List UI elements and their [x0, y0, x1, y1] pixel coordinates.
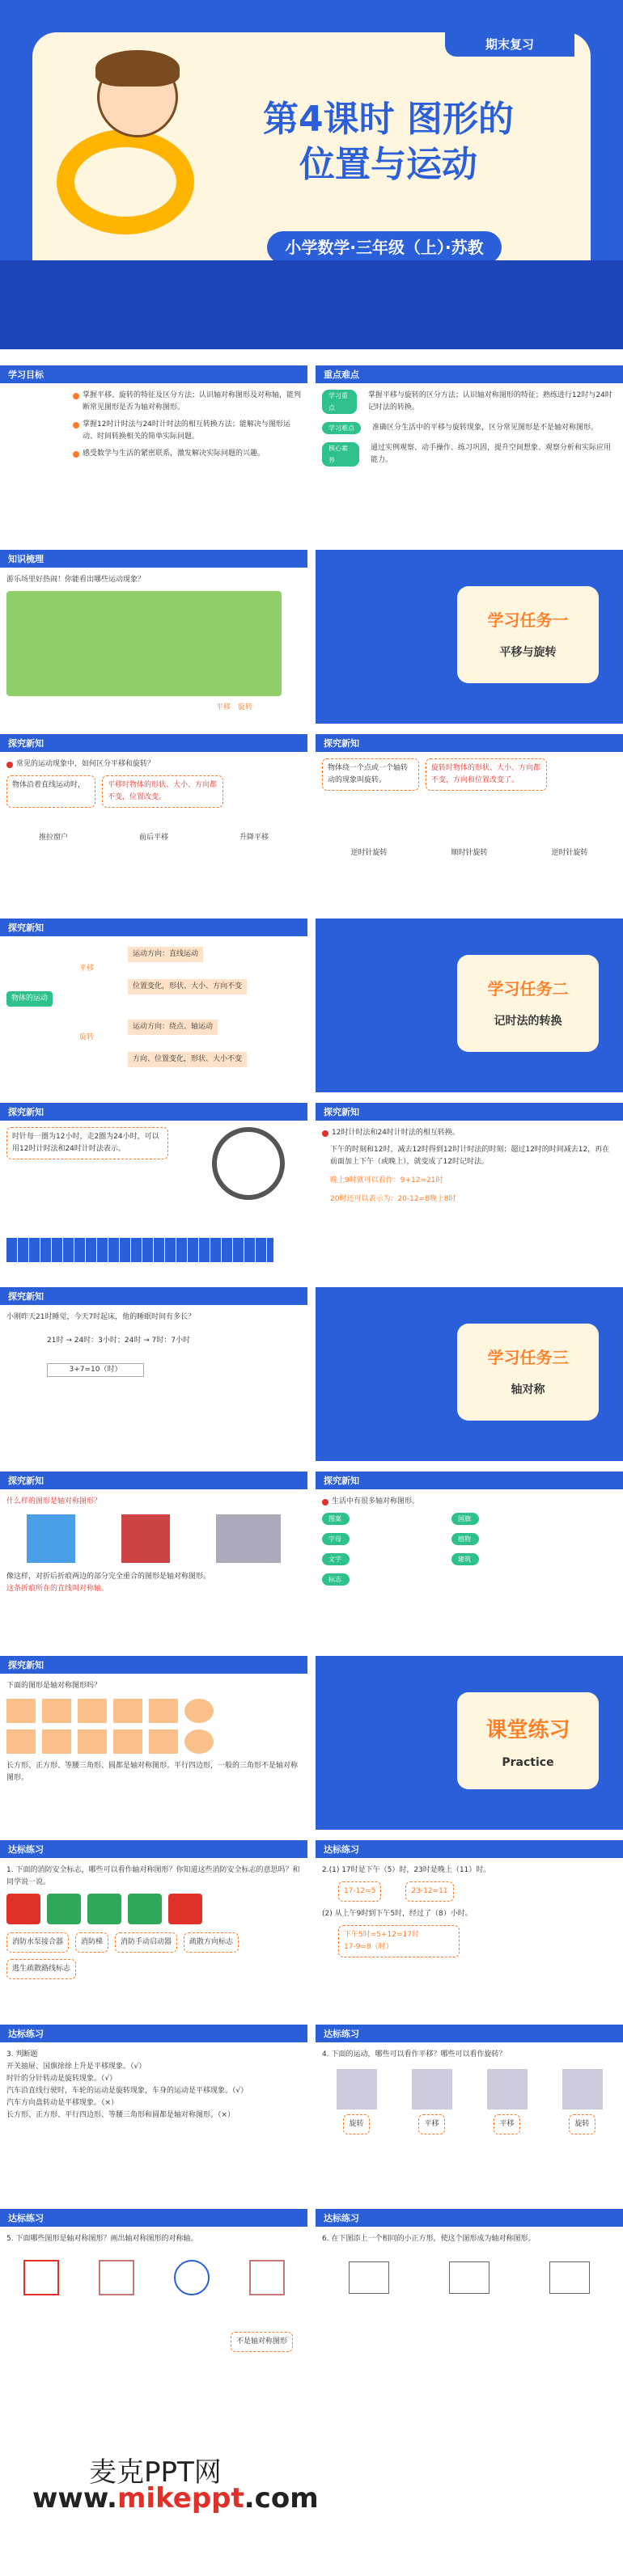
slide-motion-summary: 探究新知 物体的运动 平移 旋转 运动方向：直线运动 位置变化，形状、大小、方向不变 运动方向：绕点、轴运动 方向、位置变化，形状、大小不变 — [0, 918, 307, 1092]
slide-key-points: 重点难点 学习重点 掌握平移与旋转的区分方法；认识轴对称图形的特征；熟练进行12时与24时记时法的转换。 学习难点 准确区分生活中的平移与旋转现象，区分常见图形是不是轴对称图形。 核心素养 通过实例观察、动手操作、练习巩固，提升空间想象、观察分析和实际应用能力。 — [316, 365, 623, 539]
cover-tag: 期末复习 — [445, 32, 574, 57]
cover-subtitle: 小学数学·三年级（上）·苏教 — [267, 231, 502, 264]
slide-exercise-2: 达标练习 2.(1) 17时是下午（5）时，23时是晚上（11）时。 17-12=5 23-12=11 (2) 从上午9时到下午5时，经过了（8）小时。 下午5时=5+12=17时 17-9=8（时） — [316, 1840, 623, 2014]
slide-exercise-4: 达标练习 4. 下面的运动，哪些可以看作平移？哪些可以看作旋转？ 旋转 平移 平移 旋转 — [316, 2025, 623, 2198]
footer-brand: 麦克PPT网 — [89, 2456, 222, 2489]
seabed-decoration — [0, 260, 623, 349]
slide-axis-symmetry: 探究新知 什么样的图形是轴对称图形？ 像这样，对折后折痕两边的部分完全重合的图形是轴对称图形。 这条折痕所在的直线叫对称轴。 — [0, 1472, 307, 1645]
slide-symmetry-life: 探究新知 生活中有很多轴对称图形。 图案 国旗 字母 植物 文字 建筑 标志 — [316, 1472, 623, 1645]
slide-task-1: 学习任务一 平移与旋转 — [316, 550, 623, 724]
slide-knowledge-review: 知识梳理 游乐场里好热闹！你能看出哪些运动现象？ 平移 旋转 — [0, 550, 307, 724]
slide-learning-goals: 学习目标 掌握平移、旋转的特征及区分方法；认识轴对称图形及对称轴，能判断常见图形是否为轴对称图形。 掌握12时计时法与24时计时法的相互转换方法；能解决与图形运动、时间转换相关的简单实际问题。 感受数学与生活的紧密联系，激发解决实际问题的兴趣。 — [0, 365, 307, 539]
slide-exercise-6: 达标练习 6. 在下图添上一个相同的小正方形，使这个图形成为轴对称图形。 — [316, 2209, 623, 2383]
cover-slide — [0, 0, 623, 349]
slide-time-convert: 探究新知 12时计时法和24时计时法的相互转换。 下午的时刻和12时，减去12时得到12时计时法的时刻；超过12时的时间减去12，再在前面加上下午（或晚上），就变成了12时记时法。 晚上9时就可以看作：9+12=21时 20时还可以表示为：20-12=8晚上8时 — [316, 1103, 623, 1277]
kid-illustration — [57, 49, 218, 243]
slide-task-3: 学习任务三 轴对称 — [316, 1287, 623, 1461]
slide-rotation: 探究新知 物体绕一个点或一个轴转动的现象叫旋转。 旋转时物体的形状、大小、方向都不变，方向和位置改变了。 逆时针旋转 顺时针旋转 逆时针旋转 — [316, 734, 623, 908]
footer-url: www.mikeppt.com — [32, 2482, 319, 2515]
playground-image — [6, 591, 282, 696]
slide-exercise-3: 达标练习 3. 判断题 开关抽屉、国旗徐徐上升是平移现象。（√） 时针的分针转动是旋转现象。（√） 汽车沿直线行驶时，车轮的运动是旋转现象，车身的运动是平移现象。（√） 汽车方向盘转动是平移现象。（×） 长方形、正方形、平行四边形、等腰三角形和圆都是轴对称图形。（×） — [0, 2025, 307, 2198]
slide-clock: 探究新知 时针每一圈为12小时，走2圈为24小时，可以用12时计时法和24时计时法表示。 — [0, 1103, 307, 1277]
slide-exercise-1: 达标练习 1. 下面的消防安全标志，哪些可以看作轴对称图形？你知道这些消防安全标志的意思吗？和同学说一说。 消防水泵接合器 消防梯 消防手动启动器 疏散方向标志 逃生疏散路线标志 — [0, 1840, 307, 2014]
slide-shapes: 探究新知 下面的图形是轴对称图形吗？ 长方形、正方形、等腰三角形、圆都是轴对称图形。平行四边形，一般的三角形不是轴对称图形。 — [0, 1656, 307, 1830]
slide-task-2: 学习任务二 记时法的转换 — [316, 918, 623, 1092]
clock-icon — [212, 1127, 285, 1200]
slide-practice-cover: 课堂练习 Practice — [316, 1656, 623, 1830]
timeline — [6, 1238, 273, 1262]
slide-translation: 探究新知 常见的运动现象中，如何区分平移和旋转？ 物体沿着直线运动时， 平移时物体的形状、大小、方向都不变，位置改变。 推拉窗户 前后平移 升降平移 — [0, 734, 307, 908]
footer — [0, 2385, 623, 2576]
slide-exercise-5: 达标练习 5. 下面哪些图形是轴对称图形？画出轴对称图形的对称轴。 不是轴对称图形 — [0, 2209, 307, 2383]
cover-title: 第4课时 图形的 位置与运动 — [263, 99, 514, 185]
slide-sleep-problem: 探究新知 小刚昨天21时睡觉，今天7时起床，他的睡眠时间有多长？ 21时 → 24时：3小时；24时 → 7时：7小时 3+7=10（时） — [0, 1287, 307, 1461]
